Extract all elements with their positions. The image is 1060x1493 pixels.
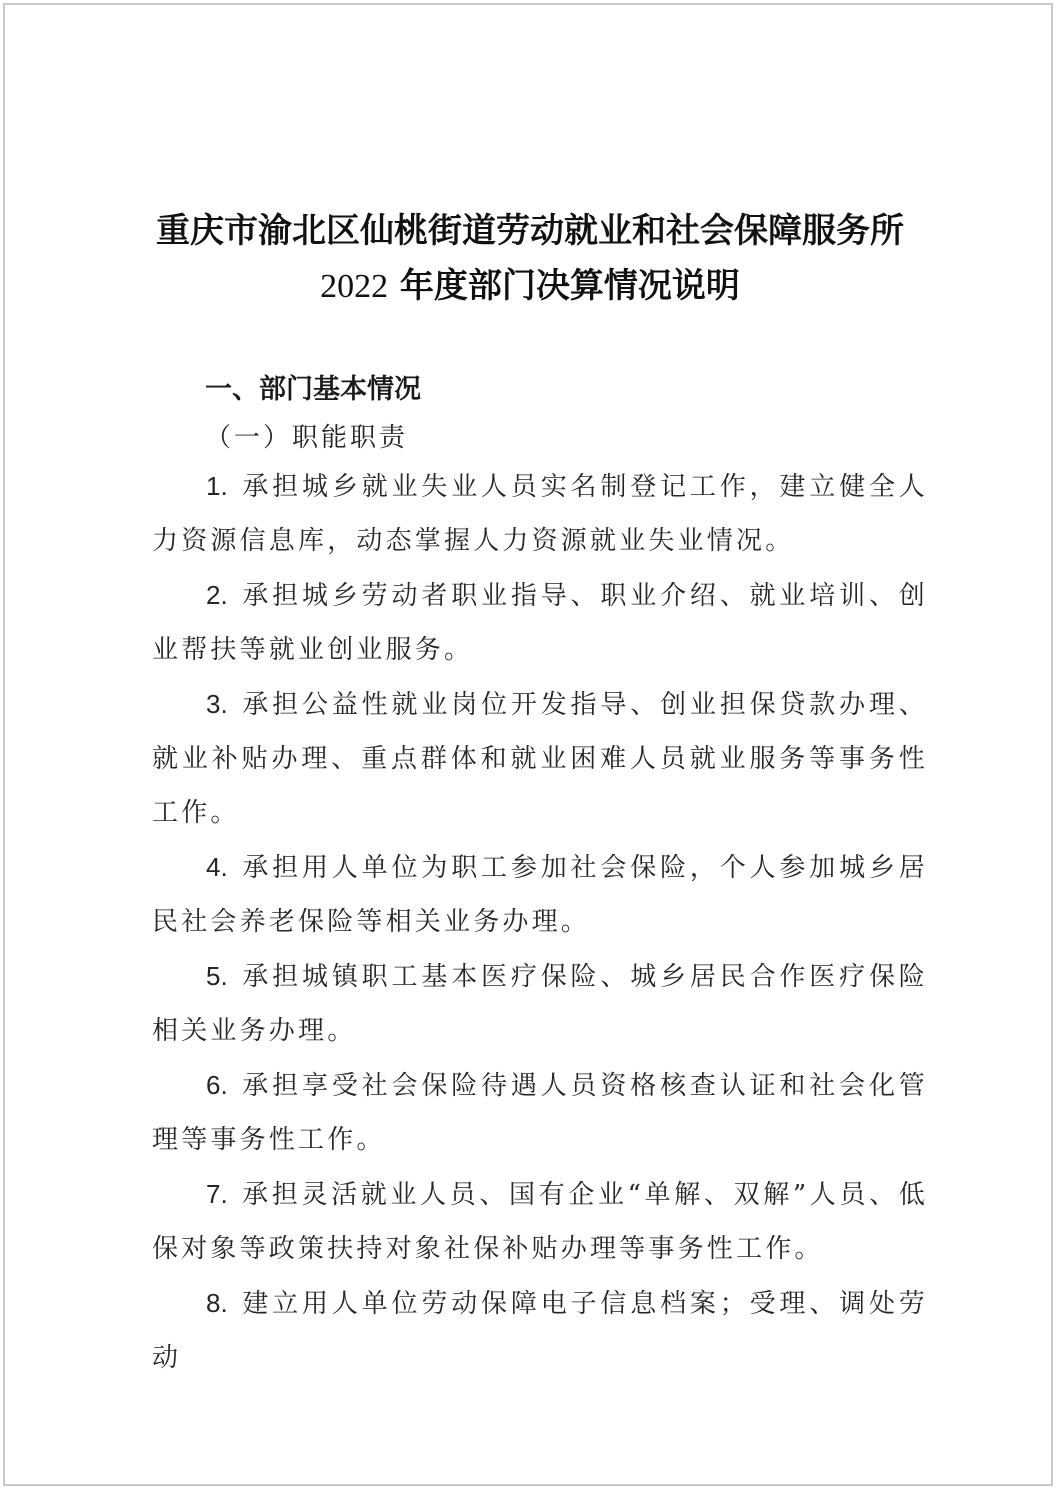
item-number: 4. bbox=[206, 852, 228, 882]
list-item bbox=[152, 677, 928, 840]
item-text: 承担用人单位为职工参加社会保险，个人参加城乡居民社会养老保险等相关业务办理。 bbox=[152, 853, 928, 937]
document-title-line2 bbox=[5, 258, 1055, 307]
title-rest: 年度部门决算情况说明 bbox=[399, 266, 740, 306]
item-number: 8. bbox=[206, 1288, 228, 1318]
list-item bbox=[152, 568, 928, 677]
document-body bbox=[152, 459, 928, 1385]
subsection-heading: （一）职能职责 bbox=[205, 423, 409, 453]
item-text: 承担灵活就业人员、国有企业“单解、双解”人员、低保对象等政策扶持对象社保补贴办理等事务性工作。 bbox=[152, 1180, 928, 1264]
item-number: 3. bbox=[206, 689, 228, 719]
item-text: 承担城镇职工基本医疗保险、城乡居民合作医疗保险相关业务办理。 bbox=[152, 962, 928, 1046]
item-text: 承担城乡就业失业人员实名制登记工作，建立健全人力资源信息库，动态掌握人力资源就业失业情况。 bbox=[152, 472, 928, 556]
list-item bbox=[152, 1167, 928, 1276]
item-number: 2. bbox=[206, 580, 228, 610]
list-item bbox=[152, 949, 928, 1058]
item-text: 承担享受社会保险待遇人员资格核查认证和社会化管理等事务性工作。 bbox=[152, 1071, 928, 1155]
item-text: 建立用人单位劳动保障电子信息档案；受理、调处劳动 bbox=[152, 1289, 928, 1373]
item-number: 1. bbox=[206, 471, 228, 501]
item-text: 承担公益性就业岗位开发指导、创业担保贷款办理、就业补贴办理、重点群体和就业困难人员就业服务等事务性工作。 bbox=[152, 690, 928, 828]
item-number: 6. bbox=[206, 1070, 228, 1100]
list-item bbox=[152, 1276, 928, 1385]
item-number: 5. bbox=[206, 961, 228, 991]
list-item bbox=[152, 459, 928, 568]
document-page bbox=[3, 3, 1053, 1486]
item-text: 承担城乡劳动者职业指导、职业介绍、就业培训、创业帮扶等就业创业服务。 bbox=[152, 581, 928, 665]
list-item bbox=[152, 840, 928, 949]
title-year: 2022 bbox=[320, 268, 389, 305]
section-heading: 一、部门基本情况 bbox=[205, 374, 421, 405]
item-number: 7. bbox=[206, 1179, 228, 1209]
list-item bbox=[152, 1058, 928, 1167]
document-title-line1: 重庆市渝北区仙桃街道劳动就业和社会保障服务所 bbox=[156, 211, 904, 251]
